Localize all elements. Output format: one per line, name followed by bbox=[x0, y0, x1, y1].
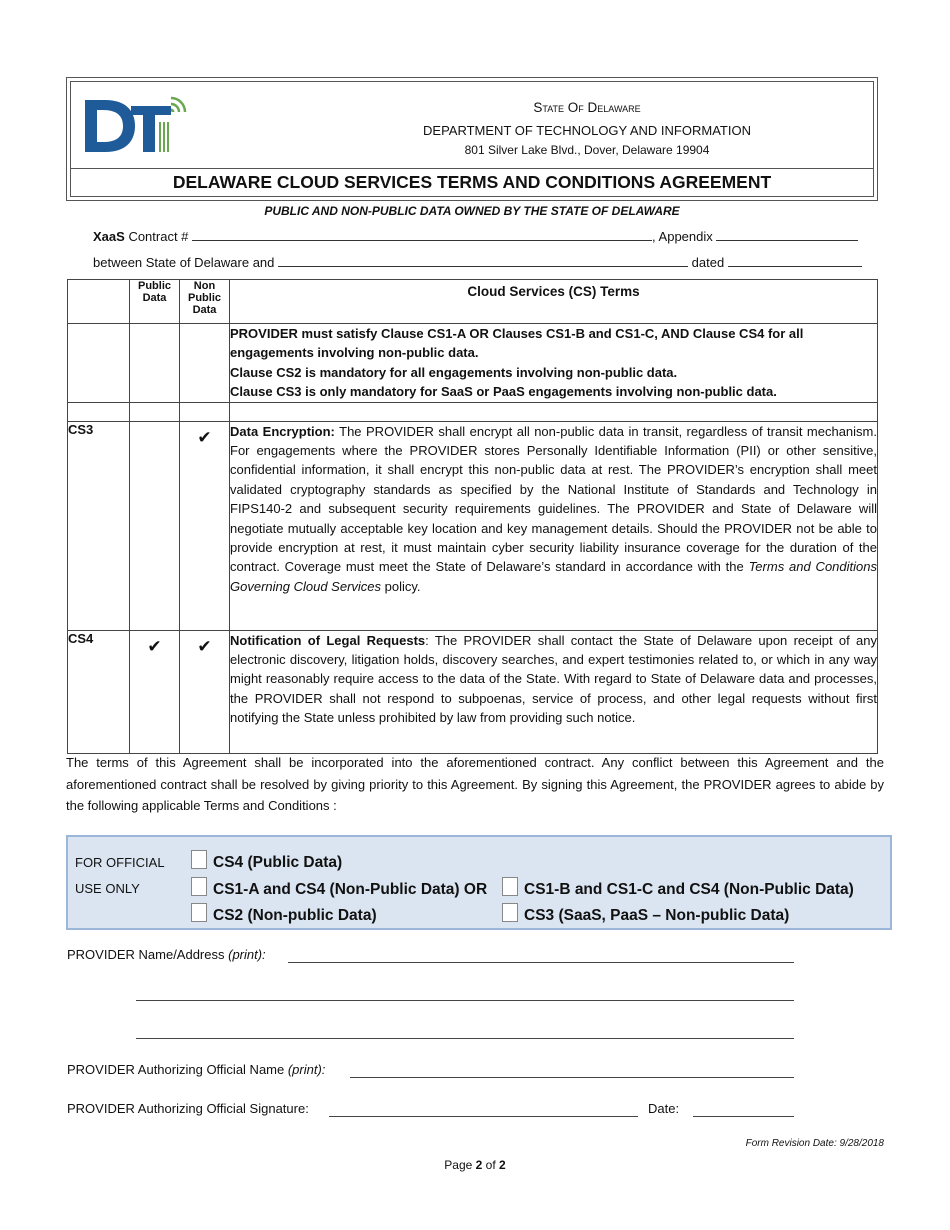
table-header-row bbox=[68, 280, 878, 324]
terms-table bbox=[67, 279, 878, 754]
checkbox-cs1a[interactable] bbox=[191, 877, 207, 896]
dated-field[interactable] bbox=[728, 255, 862, 267]
intro-text: PROVIDER must satisfy Clause CS1-A OR Clauses CS1-B and CS1-C, AND Clause CS4 for all engagements involving non-public data. Clause CS2 is mandatory for all engagements involving non-public data. Clause CS3 is only mandatory for SaaS or PaaS engagements involving non-public data. bbox=[230, 324, 878, 403]
appendix-field[interactable] bbox=[716, 229, 858, 241]
table-row bbox=[68, 421, 878, 630]
page-number: Page 2 of 2 bbox=[444, 1158, 506, 1172]
option-cs1bc[interactable]: CS1-B and CS1-C and CS4 (Non-Public Data) bbox=[502, 877, 854, 899]
form-revision-date: Form Revision Date: 9/28/2018 bbox=[745, 1138, 884, 1149]
intro-row bbox=[68, 324, 878, 403]
checkbox-cs4-public[interactable] bbox=[191, 850, 207, 869]
public-check bbox=[130, 421, 180, 630]
letterhead bbox=[70, 81, 874, 169]
checkbox-cs3[interactable] bbox=[502, 903, 518, 922]
xaas-label: XaaS bbox=[93, 229, 125, 244]
non-public-checkmark-icon: ✔ bbox=[180, 630, 230, 753]
provider-address-line-2[interactable] bbox=[136, 1000, 794, 1001]
header-public-data: Public Data bbox=[130, 280, 180, 324]
document-header bbox=[66, 77, 878, 201]
provider-name-address-field[interactable] bbox=[288, 962, 794, 963]
state-name: State Of Delaware bbox=[533, 100, 641, 115]
appendix-label: , Appendix bbox=[652, 229, 713, 244]
clause-code: CS4 bbox=[68, 630, 130, 753]
spacer-row bbox=[68, 402, 878, 421]
option-cs1a[interactable]: CS1-A and CS4 (Non-Public Data) OR bbox=[191, 877, 487, 899]
header-code-cell bbox=[68, 280, 130, 324]
provider-address-line-3[interactable] bbox=[136, 1038, 794, 1039]
clause-text: Data Encryption: The PROVIDER shall encrypt all non-public data in transit, regardless of transit mechanism. For engagements where the PROVIDER stores Personally Identifiable Information (PII) or other sensitive, confidential information, it shall encrypt this non-public data at rest. The PROVIDER’s encryption shall meet validated cryptography standards as specified by the National Institute of Standards and Technology in FIPS140-2 and subsequent security requirements guidelines. The PROVIDER and State of Delaware will negotiate mutually acceptable key location and key management details. Should the PROVIDER not be able to provide encryption at rest, it must maintain cyber security liability insurance coverage for the duration of the contract. Coverage must meet the State of Delaware’s standard in accordance with the Terms and Conditions Governing Cloud Services policy. bbox=[230, 421, 878, 630]
contract-number-field[interactable] bbox=[192, 229, 652, 241]
clause-text: Notification of Legal Requests: The PROVIDER shall contact the State of Delaware upon receipt of any electronic discovery, litigation holds, discovery searches, and expert testimonies related to, or which in any way might reasonably require access to the data of the State. With regard to State of Delaware data and processes, the PROVIDER shall not respond to subpoenas, service of process, and other legal requests without first notifying the State unless prohibited by law from providing such notice. bbox=[230, 630, 878, 753]
official-name-label: PROVIDER Authorizing Official Name (print): bbox=[67, 1062, 326, 1077]
official-signature-label: PROVIDER Authorizing Official Signature: bbox=[67, 1101, 309, 1116]
dated-label: dated bbox=[691, 255, 725, 270]
dti-logo bbox=[83, 96, 193, 156]
official-label-line2: USE ONLY bbox=[75, 881, 140, 896]
header-non-public-data: Non Public Data bbox=[180, 280, 230, 324]
official-use-box bbox=[66, 835, 892, 930]
table-row bbox=[68, 630, 878, 753]
between-label: between State of Delaware and bbox=[93, 255, 275, 270]
between-line bbox=[93, 255, 863, 270]
non-public-checkmark-icon: ✔ bbox=[180, 421, 230, 630]
option-cs2[interactable]: CS2 (Non-public Data) bbox=[191, 903, 377, 925]
provider-name-field[interactable] bbox=[278, 255, 688, 267]
official-name-field[interactable] bbox=[350, 1077, 794, 1078]
clause-code: CS3 bbox=[68, 421, 130, 630]
date-field[interactable] bbox=[693, 1116, 794, 1117]
date-label: Date: bbox=[648, 1101, 680, 1116]
checkbox-cs2[interactable] bbox=[191, 903, 207, 922]
header-terms: Cloud Services (CS) Terms bbox=[230, 280, 878, 324]
checkbox-cs1bc[interactable] bbox=[502, 877, 518, 896]
contract-number-line bbox=[93, 229, 863, 244]
contract-label: Contract # bbox=[128, 229, 189, 244]
document-title: DELAWARE CLOUD SERVICES TERMS AND CONDITIONS AGREEMENT bbox=[70, 168, 874, 197]
document-subtitle: PUBLIC AND NON-PUBLIC DATA OWNED BY THE STATE OF DELAWARE bbox=[264, 204, 680, 218]
department-name: DEPARTMENT OF TECHNOLOGY AND INFORMATION bbox=[423, 123, 751, 138]
public-checkmark-icon: ✔ bbox=[130, 630, 180, 753]
agreement-paragraph: The terms of this Agreement shall be incorporated into the aforementioned contract. Any conflict between this Agreement and the aforementioned contract shall be resolved by giving priority to this Agreement. By signing this Agreement, the PROVIDER agrees to abide by the following applicable Terms and Conditions : bbox=[66, 755, 884, 813]
option-cs4-public[interactable]: CS4 (Public Data) bbox=[191, 850, 342, 872]
department-address: 801 Silver Lake Blvd., Dover, Delaware 19904 bbox=[464, 143, 710, 157]
official-label-line1: FOR OFFICIAL bbox=[75, 855, 165, 870]
provider-name-address-label: PROVIDER Name/Address (print): bbox=[67, 947, 266, 962]
official-signature-field[interactable] bbox=[329, 1116, 638, 1117]
option-cs3[interactable]: CS3 (SaaS, PaaS – Non-public Data) bbox=[502, 903, 789, 925]
